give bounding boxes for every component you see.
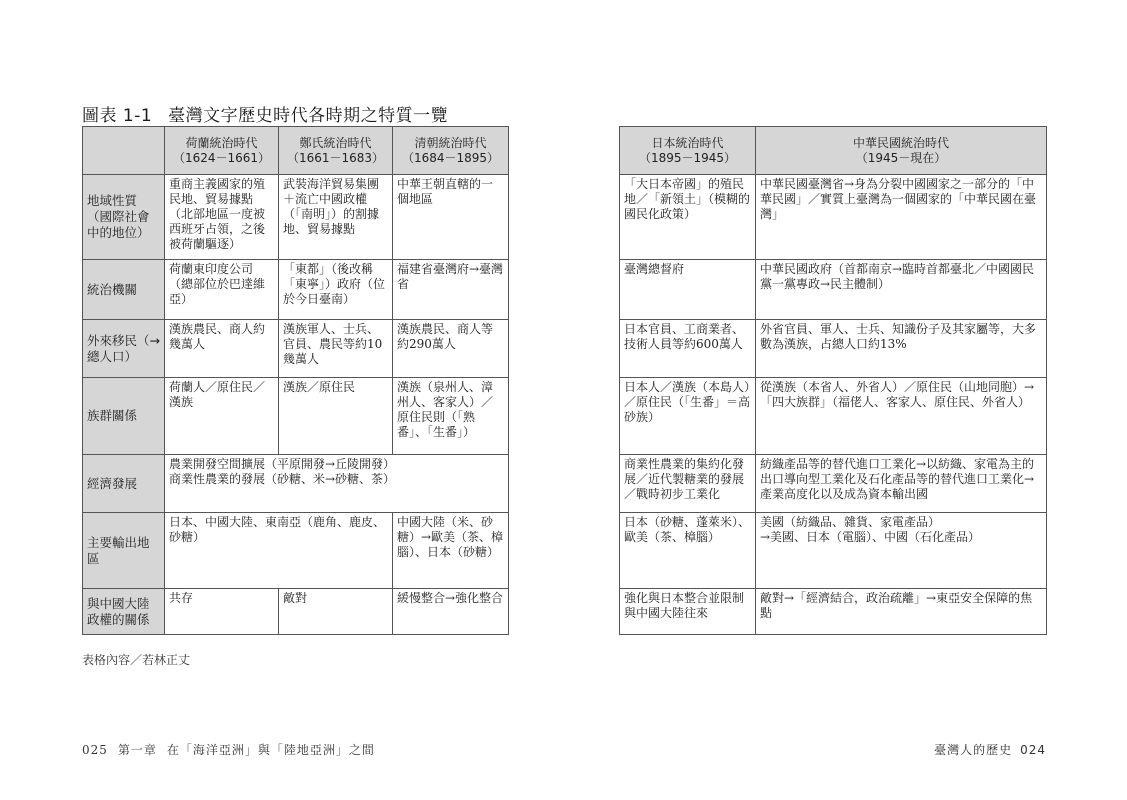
figure-title-text: 臺灣文字歷史時代各時期之特質一覽 (168, 106, 449, 126)
cell-qing: 中華王朝直轄的一個地區 (393, 175, 509, 260)
figure-title (82, 101, 448, 126)
cell-qing: 福建省臺灣府→臺灣省 (393, 260, 509, 320)
table-source-note: 表格內容／若林正丈 (82, 653, 191, 667)
row-label: 主要輸出地區 (83, 513, 165, 589)
cell-dutch: 共存 (165, 589, 279, 635)
row-label: 外來移民（→總人口） (83, 320, 165, 378)
cell-japan: 臺灣總督府 (620, 260, 756, 320)
cell-dutch: 漢族農民、商人約幾萬人 (165, 320, 279, 378)
cell-zheng: 武裝海洋貿易集團＋流亡中國政權（「南明」）的割據地、貿易據點 (279, 175, 393, 260)
table-row (620, 378, 1047, 455)
footer-left (82, 741, 375, 758)
cell-roc: 外省官員、軍人、士兵、知識份子及其家屬等，大多數為漢族，占總人口約13% (756, 320, 1047, 378)
table-row (83, 320, 509, 378)
cell-zheng: 漢族／原住民 (279, 378, 393, 455)
page-number-right: 024 (1020, 743, 1046, 757)
table-row (620, 260, 1047, 320)
row-label: 與中國大陸政權的關係 (83, 589, 165, 635)
row-label: 統治機關 (83, 260, 165, 320)
table-row (83, 260, 509, 320)
cell-qing: 緩慢整合→強化整合 (393, 589, 509, 635)
cell-japan: 日本官員、工商業者、技術人員等約600萬人 (620, 320, 756, 378)
table-row (620, 589, 1047, 635)
header-roc: 中華民國統治時代 （1945－現在） (756, 127, 1047, 175)
cell-zheng: 敵對 (279, 589, 393, 635)
cell-dutch: 重商主義國家的殖民地、貿易據點（北部地區一度被西班牙占領，之後被荷蘭驅逐） (165, 175, 279, 260)
header-japan: 日本統治時代 （1895－1945） (620, 127, 756, 175)
table-row (83, 455, 509, 513)
row-label: 經濟發展 (83, 455, 165, 513)
cell-dutch: 荷蘭人／原住民／漢族 (165, 378, 279, 455)
chapter-title: 在「海洋亞洲」與「陸地亞洲」之間 (166, 743, 375, 757)
table-row (620, 175, 1047, 260)
cell-economy-merged: 農業開發空間擴展（平原開發→丘陵開發） 商業性農業的發展（砂糖、米→砂糖、茶） (165, 455, 509, 513)
page-number-left: 025 (82, 743, 108, 757)
table-row (83, 378, 509, 455)
chapter-label: 第一章 (117, 743, 157, 757)
cell-japan: 日本人／漢族（本島人）／原住民（「生番」＝高砂族） (620, 378, 756, 455)
cell-roc: 中華民國臺灣省→身為分裂中國國家之一部分的「中華民國」／實質上臺灣為一個國家的「中華民國在臺灣」 (756, 175, 1047, 260)
cell-zheng: 漢族軍人、士兵、官員、農民等約10幾萬人 (279, 320, 393, 378)
book-title: 臺灣人的歷史 (934, 743, 1013, 757)
cell-qing: 中國大陸（米、砂糖）→歐美（茶、樟腦）、日本（砂糖） (393, 513, 509, 589)
left-table (82, 126, 509, 635)
row-label: 地域性質（國際社會中的地位） (83, 175, 165, 260)
cell-roc: 紡織產品等的替代進口工業化→以紡織、家電為主的出口導向型工業化及石化產品等的替代進口工業化→產業高度化以及成為資本輸出國 (756, 455, 1047, 513)
corner-cell (83, 127, 165, 175)
cell-roc: 中華民國政府（首都南京→臨時首都臺北／中國國民黨一黨專政→民主體制） (756, 260, 1047, 320)
right-table (619, 126, 1047, 635)
table-row (83, 589, 509, 635)
table-row (83, 513, 509, 589)
cell-japan: 強化與日本整合並限制與中國大陸往來 (620, 589, 756, 635)
cell-japan: 日本（砂糖、蓬萊米）、歐美（茶、樟腦） (620, 513, 756, 589)
cell-dutch: 荷蘭東印度公司（總部位於巴達維亞） (165, 260, 279, 320)
cell-roc: 敵對→「經濟結合，政治疏離」→東亞安全保障的焦點 (756, 589, 1047, 635)
table-row (83, 175, 509, 260)
cell-japan: 「大日本帝國」的殖民地／「新領土」（模糊的國民化政策） (620, 175, 756, 260)
row-label: 族群關係 (83, 378, 165, 455)
cell-japan: 商業性農業的集約化發展／近代製糖業的發展／戰時初步工業化 (620, 455, 756, 513)
cell-export-merged: 日本、中國大陸、東南亞（鹿角、鹿皮、砂糖） (165, 513, 393, 589)
table-row (620, 513, 1047, 589)
header-zheng: 鄭氏統治時代 （1661－1683） (279, 127, 393, 175)
footer-right (934, 741, 1046, 758)
figure-number: 圖表 1-1 (82, 106, 153, 126)
cell-roc: 美國（紡織品、雜貨、家電產品） →美國、日本（電腦）、中國（石化產品） (756, 513, 1047, 589)
table-row (620, 320, 1047, 378)
cell-roc: 從漢族（本省人、外省人）／原住民（山地同胞）→「四大族群」（福佬人、客家人、原住民、外省人） (756, 378, 1047, 455)
header-row (620, 127, 1047, 175)
cell-qing: 漢族（泉州人、漳州人、客家人）／原住民則（「熟番」、「生番」） (393, 378, 509, 455)
cell-qing: 漢族農民、商人等約290萬人 (393, 320, 509, 378)
header-qing: 清朝統治時代 （1684－1895） (393, 127, 509, 175)
table-row (620, 455, 1047, 513)
cell-zheng: 「東都」（後改稱「東寧」）政府（位於今日臺南） (279, 260, 393, 320)
header-row (83, 127, 509, 175)
header-dutch: 荷蘭統治時代 （1624－1661） (165, 127, 279, 175)
